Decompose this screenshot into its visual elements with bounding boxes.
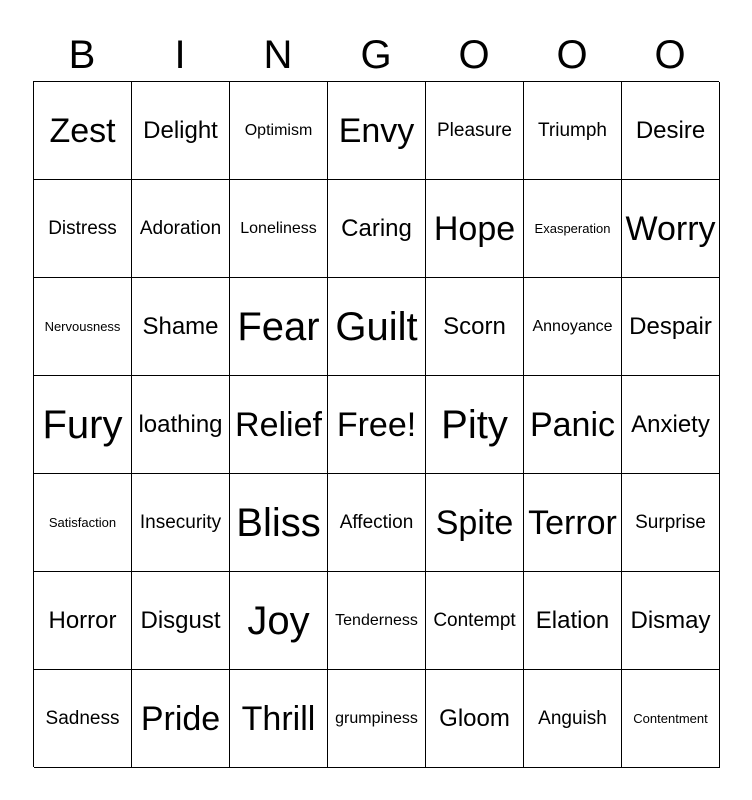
bingo-cell: Desire	[622, 82, 720, 180]
bingo-cell: Horror	[34, 572, 132, 670]
bingo-cell: Contempt	[426, 572, 524, 670]
bingo-cell: Relief	[230, 376, 328, 474]
header-letter-b: B	[68, 33, 96, 77]
bingo-cell: Hope	[426, 180, 524, 278]
bingo-cell: Insecurity	[132, 474, 230, 572]
bingo-cell: Pity	[426, 376, 524, 474]
bingo-cell: Gloom	[426, 670, 524, 768]
bingo-cell: Fury	[34, 376, 132, 474]
bingo-cell: Contentment	[622, 670, 720, 768]
bingo-cell: Fear	[230, 278, 328, 376]
bingo-grid	[33, 81, 719, 767]
bingo-cell: Worry	[622, 180, 720, 278]
header-letter-g: G	[360, 33, 392, 77]
bingo-cell: Loneliness	[230, 180, 328, 278]
bingo-cell: Sadness	[34, 670, 132, 768]
bingo-cell: Terror	[524, 474, 622, 572]
bingo-cell: Nervousness	[34, 278, 132, 376]
bingo-cell: Triumph	[524, 82, 622, 180]
bingo-cell: Shame	[132, 278, 230, 376]
bingo-cell: Bliss	[230, 474, 328, 572]
bingo-cell: Caring	[328, 180, 426, 278]
bingo-cell: Pride	[132, 670, 230, 768]
header-letter-i: I	[174, 33, 186, 77]
bingo-cell: Optimism	[230, 82, 328, 180]
bingo-cell: Dismay	[622, 572, 720, 670]
bingo-cell: Annoyance	[524, 278, 622, 376]
bingo-cell: Spite	[426, 474, 524, 572]
bingo-cell: loathing	[132, 376, 230, 474]
bingo-cell: Exasperation	[524, 180, 622, 278]
header-letter-o-3: O	[654, 33, 686, 77]
header-letter-n: N	[263, 33, 293, 77]
bingo-cell: Elation	[524, 572, 622, 670]
bingo-cell: grumpiness	[328, 670, 426, 768]
header-letter-o-2: O	[556, 33, 588, 77]
bingo-cell: Joy	[230, 572, 328, 670]
bingo-cell: Thrill	[230, 670, 328, 768]
bingo-cell: Zest	[34, 82, 132, 180]
bingo-cell: Affection	[328, 474, 426, 572]
bingo-cell: Envy	[328, 82, 426, 180]
bingo-cell: Satisfaction	[34, 474, 132, 572]
bingo-header	[33, 30, 719, 80]
bingo-cell: Adoration	[132, 180, 230, 278]
bingo-cell: Anguish	[524, 670, 622, 768]
bingo-cell: Anxiety	[622, 376, 720, 474]
bingo-cell: Disgust	[132, 572, 230, 670]
bingo-cell: Free!	[328, 376, 426, 474]
bingo-cell: Delight	[132, 82, 230, 180]
bingo-cell: Scorn	[426, 278, 524, 376]
bingo-cell: Distress	[34, 180, 132, 278]
bingo-cell: Panic	[524, 376, 622, 474]
bingo-cell: Pleasure	[426, 82, 524, 180]
bingo-cell: Guilt	[328, 278, 426, 376]
bingo-cell: Surprise	[622, 474, 720, 572]
bingo-cell: Despair	[622, 278, 720, 376]
header-letter-o-1: O	[458, 33, 490, 77]
bingo-cell: Tenderness	[328, 572, 426, 670]
